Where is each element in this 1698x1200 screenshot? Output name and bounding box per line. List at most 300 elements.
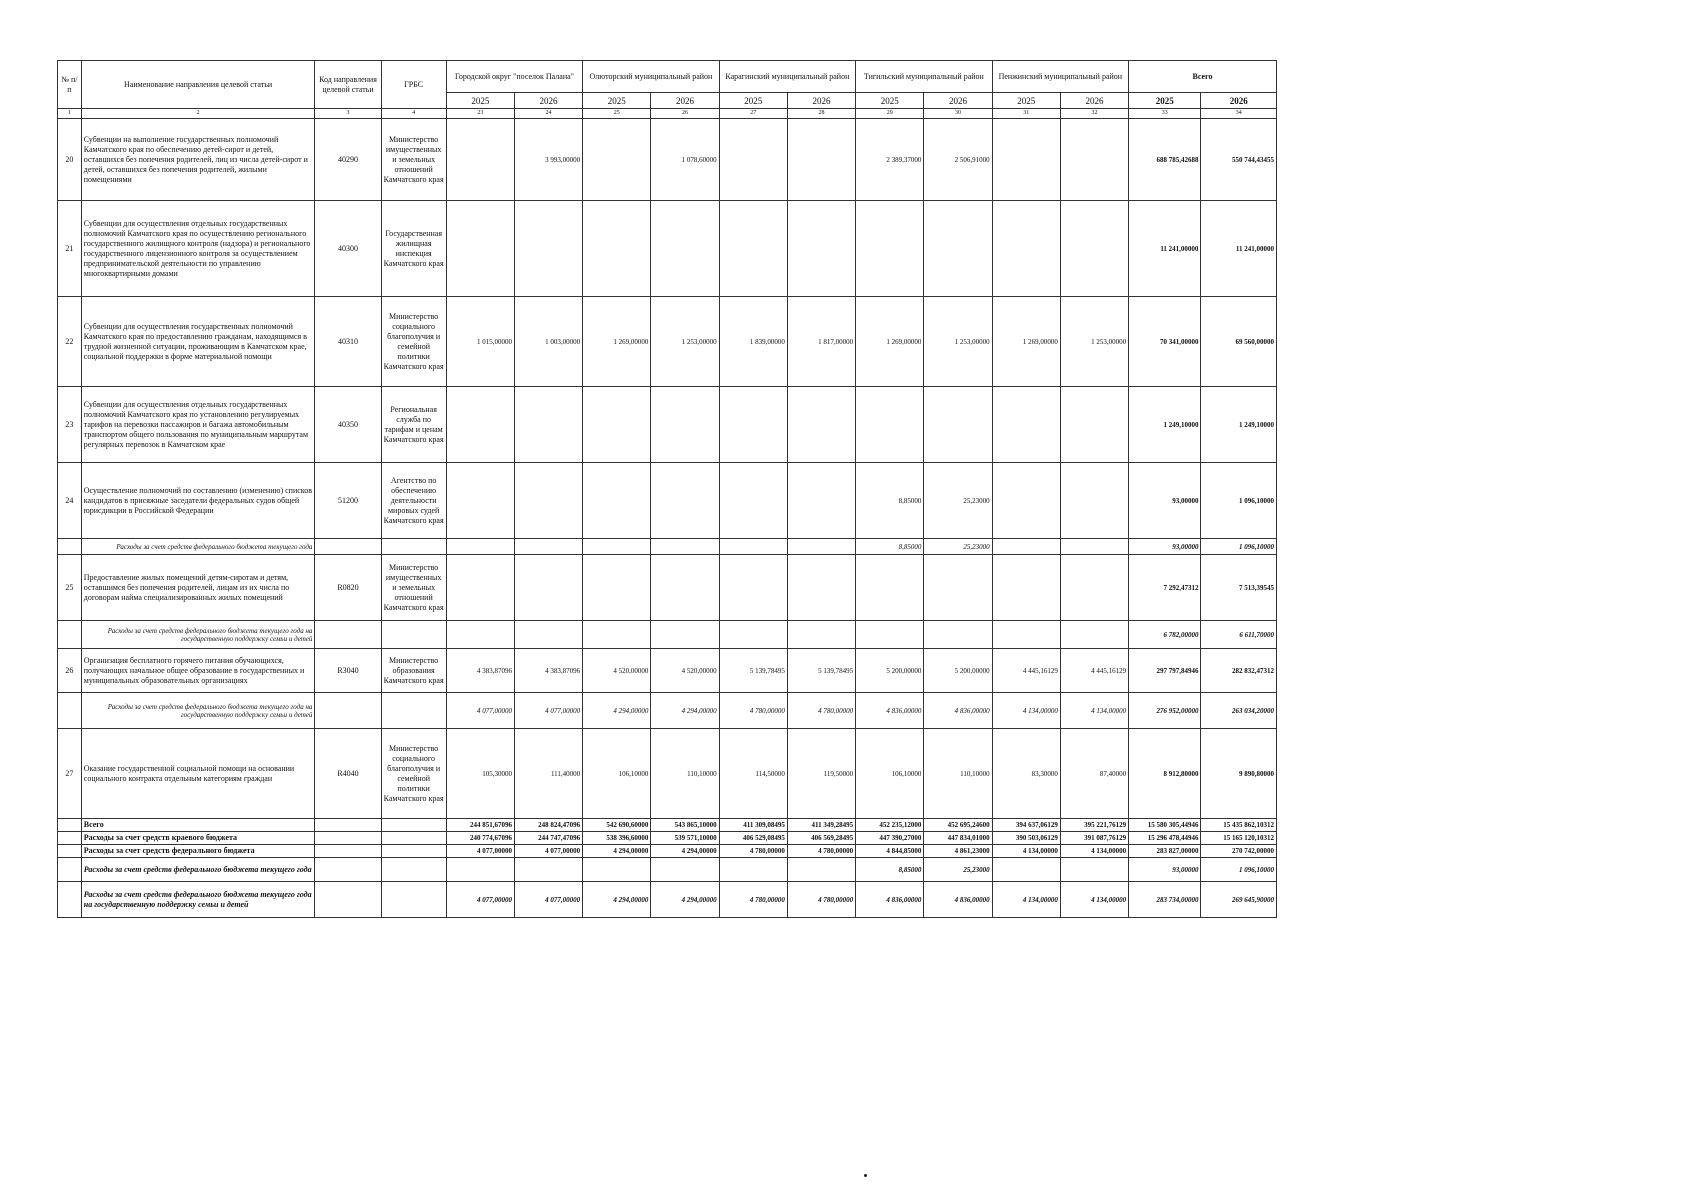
row-value <box>1060 555 1128 621</box>
column-index: 27 <box>719 109 787 119</box>
row-value <box>651 463 719 539</box>
row-grbs: Министерство социального благополучия и семейной политики Камчатского края <box>381 297 446 387</box>
row-num <box>58 539 82 555</box>
row-value <box>924 621 992 649</box>
row-value: 1 817,00000 <box>787 297 855 387</box>
row-value <box>446 119 514 201</box>
row-value <box>719 201 787 297</box>
row-value <box>719 539 787 555</box>
row-grbs <box>381 621 446 649</box>
row-value: 4 077,00000 <box>446 882 514 918</box>
row-value <box>924 201 992 297</box>
row-value <box>856 555 924 621</box>
row-value <box>583 621 651 649</box>
row-code: 40350 <box>315 387 381 463</box>
budget-table-page <box>57 60 1277 918</box>
row-value: 395 221,76129 <box>1060 819 1128 832</box>
row-num: 27 <box>58 729 82 819</box>
row-value: 15 165 120,10312 <box>1201 832 1277 845</box>
row-num <box>58 621 82 649</box>
row-grbs: Министерство имущественных и земельных отношений Камчатского края <box>381 119 446 201</box>
row-value <box>787 201 855 297</box>
row-value: 391 087,76129 <box>1060 832 1128 845</box>
row-value: 282 832,47312 <box>1201 649 1277 693</box>
row-value: 5 139,78495 <box>719 649 787 693</box>
row-code <box>315 539 381 555</box>
row-value: 4 294,00000 <box>583 882 651 918</box>
row-num: 20 <box>58 119 82 201</box>
row-code <box>315 832 381 845</box>
row-value: 1 003,00000 <box>514 297 582 387</box>
row-code: 40310 <box>315 297 381 387</box>
row-num: 22 <box>58 297 82 387</box>
row-value: 297 797,84946 <box>1129 649 1201 693</box>
row-value: 542 690,60000 <box>583 819 651 832</box>
row-value: 25,23000 <box>924 539 992 555</box>
column-index: 30 <box>924 109 992 119</box>
table-row <box>58 621 1277 649</box>
row-value: 270 742,00000 <box>1201 845 1277 858</box>
row-value: 119,50000 <box>787 729 855 819</box>
row-value: 4 780,00000 <box>787 693 855 729</box>
row-value <box>651 621 719 649</box>
row-num: 23 <box>58 387 82 463</box>
row-grbs: Агентство по обеспечению деятельности мировых судей Камчатского края <box>381 463 446 539</box>
row-value <box>787 463 855 539</box>
row-name: Предоставление жилых помещений детям-сиротам и детям, оставшимся без попечения родителей, лицам из их числа по договорам найма специализированных жилых помещений <box>81 555 315 621</box>
row-value: 411 309,08495 <box>719 819 787 832</box>
row-grbs: Министерство имущественных и земельных отношений Камчатского края <box>381 555 446 621</box>
row-value <box>651 555 719 621</box>
row-value: 1 015,00000 <box>446 297 514 387</box>
row-value: 4 445,16129 <box>992 649 1060 693</box>
row-value: 447 390,27000 <box>856 832 924 845</box>
row-value <box>514 539 582 555</box>
row-value: 4 134,00000 <box>992 693 1060 729</box>
table-row <box>58 819 1277 832</box>
row-value: 452 235,12000 <box>856 819 924 832</box>
row-value: 4 077,00000 <box>514 693 582 729</box>
column-index: 24 <box>514 109 582 119</box>
row-value: 1 253,00000 <box>1060 297 1128 387</box>
row-value: 4 383,87096 <box>514 649 582 693</box>
row-value: 106,10000 <box>856 729 924 819</box>
row-value <box>992 463 1060 539</box>
row-value: 25,23000 <box>924 858 992 882</box>
header-year: 2025 <box>719 93 787 109</box>
row-value: 106,10000 <box>583 729 651 819</box>
column-index: 31 <box>992 109 1060 119</box>
row-value <box>446 858 514 882</box>
column-index: 3 <box>315 109 381 119</box>
table-row <box>58 729 1277 819</box>
budget-table <box>57 60 1277 918</box>
row-value: 4 294,00000 <box>583 845 651 858</box>
row-value: 6 611,70000 <box>1201 621 1277 649</box>
header-region: Городской округ "поселок Палана" <box>446 61 582 93</box>
row-value: 87,40000 <box>1060 729 1128 819</box>
row-value: 263 034,20000 <box>1201 693 1277 729</box>
row-value: 93,00000 <box>1129 463 1201 539</box>
row-value <box>787 555 855 621</box>
row-code: R0820 <box>315 555 381 621</box>
row-value: 4 780,00000 <box>719 845 787 858</box>
row-value <box>583 387 651 463</box>
row-value: 1 249,10000 <box>1201 387 1277 463</box>
row-value <box>719 858 787 882</box>
row-value: 4 294,00000 <box>583 693 651 729</box>
row-value <box>719 119 787 201</box>
row-value <box>787 119 855 201</box>
row-value: 283 827,00000 <box>1129 845 1201 858</box>
column-index: 4 <box>381 109 446 119</box>
table-row <box>58 649 1277 693</box>
header-region: Пенжинский муниципальный район <box>992 61 1128 93</box>
row-grbs: Министерство образования Камчатского края <box>381 649 446 693</box>
row-value: 4 844,85000 <box>856 845 924 858</box>
row-code: 51200 <box>315 463 381 539</box>
header-year: 2026 <box>514 93 582 109</box>
row-grbs <box>381 832 446 845</box>
row-grbs: Региональная служба по тарифам и ценам Камчатского края <box>381 387 446 463</box>
row-value <box>651 387 719 463</box>
row-value: 4 077,00000 <box>446 845 514 858</box>
row-value: 7 292,47312 <box>1129 555 1201 621</box>
row-code <box>315 845 381 858</box>
row-name: Расходы за счет средств федерального бюджета текущего года на государственную поддержку семьи и детей <box>81 621 315 649</box>
row-code <box>315 819 381 832</box>
row-value: 1 253,00000 <box>651 297 719 387</box>
row-value: 406 569,28495 <box>787 832 855 845</box>
row-value <box>719 463 787 539</box>
row-value: 406 529,08495 <box>719 832 787 845</box>
row-value: 15 580 305,44946 <box>1129 819 1201 832</box>
row-value <box>514 621 582 649</box>
row-value: 2 389,37000 <box>856 119 924 201</box>
row-value: 4 077,00000 <box>514 845 582 858</box>
row-value <box>992 119 1060 201</box>
row-value: 8,85000 <box>856 858 924 882</box>
row-code <box>315 621 381 649</box>
row-value: 394 637,06129 <box>992 819 1060 832</box>
header-year: 2025 <box>856 93 924 109</box>
table-row <box>58 201 1277 297</box>
row-value: 283 734,00000 <box>1129 882 1201 918</box>
row-value <box>787 858 855 882</box>
row-value <box>992 539 1060 555</box>
row-value: 105,30000 <box>446 729 514 819</box>
row-num <box>58 858 82 882</box>
header-year: 2026 <box>787 93 855 109</box>
row-value: 276 952,00000 <box>1129 693 1201 729</box>
row-value: 5 139,78495 <box>787 649 855 693</box>
row-name: Субвенции на выполнение государственных полномочий Камчатского края по обеспечению детей-сирот и детей, оставшихся без попечения родителей, лиц из числа детей-сирот и детей, оставшихся без попечения родителей, жилыми помещениями <box>81 119 315 201</box>
row-value <box>446 463 514 539</box>
row-value: 110,10000 <box>651 729 719 819</box>
row-value: 6 782,00000 <box>1129 621 1201 649</box>
row-value: 110,10000 <box>924 729 992 819</box>
row-value <box>1060 858 1128 882</box>
table-row <box>58 539 1277 555</box>
row-name: Осуществление полномочий по составлению (изменению) списков кандидатов в присяжные заседатели федеральных судов общей юрисдикции в Российской Федерации <box>81 463 315 539</box>
row-grbs <box>381 819 446 832</box>
row-grbs <box>381 693 446 729</box>
row-value <box>992 858 1060 882</box>
row-name: Субвенции для осуществления государственных полномочий Камчатского края по предоставлению гражданам, находящимся в трудной жизненной ситуации, проживающим в Камчатском крае, социальной поддержки в форме материальной помощи <box>81 297 315 387</box>
row-value <box>1060 463 1128 539</box>
row-value: 1 269,00000 <box>992 297 1060 387</box>
row-value <box>1060 621 1128 649</box>
row-num <box>58 845 82 858</box>
row-value <box>992 555 1060 621</box>
row-num <box>58 882 82 918</box>
row-value: 4 780,00000 <box>787 845 855 858</box>
row-value <box>719 555 787 621</box>
header-year: 2025 <box>1129 93 1201 109</box>
row-value <box>583 463 651 539</box>
table-row <box>58 555 1277 621</box>
row-value: 4 520,00000 <box>651 649 719 693</box>
row-name: Расходы за счет средств федерального бюджета текущего года <box>81 858 315 882</box>
row-num: 24 <box>58 463 82 539</box>
row-name: Всего <box>81 819 315 832</box>
row-value <box>651 201 719 297</box>
row-value <box>1060 119 1128 201</box>
header-year: 2026 <box>1060 93 1128 109</box>
row-grbs <box>381 539 446 555</box>
row-value: 248 824,47096 <box>514 819 582 832</box>
row-value: 70 341,00000 <box>1129 297 1201 387</box>
row-value <box>856 621 924 649</box>
row-value <box>514 858 582 882</box>
column-index: 2 <box>81 109 315 119</box>
column-index: 29 <box>856 109 924 119</box>
row-name: Расходы за счет средств федерального бюджета текущего года <box>81 539 315 555</box>
row-value <box>924 555 992 621</box>
row-value <box>992 621 1060 649</box>
row-value <box>1060 387 1128 463</box>
row-value: 114,50000 <box>719 729 787 819</box>
row-value: 4 780,00000 <box>787 882 855 918</box>
header-region: Олюторский муниципальный район <box>583 61 719 93</box>
row-value: 550 744,43455 <box>1201 119 1277 201</box>
row-value: 1 096,10000 <box>1201 858 1277 882</box>
row-value: 4 445,16129 <box>1060 649 1128 693</box>
row-value: 4 780,00000 <box>719 882 787 918</box>
column-index: 25 <box>583 109 651 119</box>
row-value: 1 249,10000 <box>1129 387 1201 463</box>
row-code: R3040 <box>315 649 381 693</box>
header-year: 2026 <box>924 93 992 109</box>
row-value <box>1060 539 1128 555</box>
table-row <box>58 693 1277 729</box>
header-year: 2026 <box>1201 93 1277 109</box>
row-grbs: Государственная жилищная инспекция Камчатского края <box>381 201 446 297</box>
row-code <box>315 882 381 918</box>
row-value: 4 077,00000 <box>446 693 514 729</box>
row-value: 4 134,00000 <box>1060 882 1128 918</box>
row-value: 4 134,00000 <box>1060 693 1128 729</box>
row-value: 390 503,06129 <box>992 832 1060 845</box>
row-value <box>924 387 992 463</box>
row-value: 1 096,10000 <box>1201 539 1277 555</box>
row-name: Расходы за счет средств федерального бюджета текущего года на государственную поддержку семьи и детей <box>81 693 315 729</box>
row-value: 543 865,10000 <box>651 819 719 832</box>
row-code: 40300 <box>315 201 381 297</box>
row-value: 8 912,80000 <box>1129 729 1201 819</box>
row-value: 15 435 862,10312 <box>1201 819 1277 832</box>
row-value: 4 134,00000 <box>992 845 1060 858</box>
row-value: 411 349,28495 <box>787 819 855 832</box>
header-region: Карагинский муниципальный район <box>719 61 855 93</box>
row-value: 4 383,87096 <box>446 649 514 693</box>
row-name: Расходы за счет средств федерального бюджета <box>81 845 315 858</box>
row-value: 538 396,60000 <box>583 832 651 845</box>
column-index: 23 <box>446 109 514 119</box>
row-value: 452 695,24600 <box>924 819 992 832</box>
row-num: 21 <box>58 201 82 297</box>
table-row <box>58 832 1277 845</box>
row-value <box>583 119 651 201</box>
row-value: 4 520,00000 <box>583 649 651 693</box>
row-value: 11 241,00000 <box>1201 201 1277 297</box>
row-code: 40290 <box>315 119 381 201</box>
row-value: 447 834,01000 <box>924 832 992 845</box>
row-value: 1 096,10000 <box>1201 463 1277 539</box>
row-num <box>58 693 82 729</box>
row-value <box>583 555 651 621</box>
row-name: Субвенции для осуществления отдельных государственных полномочий Камчатского края по установлению регулируемых тарифов на перевозки пассажиров и багажа автомобильным транспортом общего пользования по муниципальным маршрутам регулярных перевозок в Камчатском крае <box>81 387 315 463</box>
table-row <box>58 387 1277 463</box>
row-value <box>446 555 514 621</box>
header-year: 2025 <box>992 93 1060 109</box>
header-year: 2026 <box>651 93 719 109</box>
row-name: Расходы за счет средств краевого бюджета <box>81 832 315 845</box>
row-value: 4 134,00000 <box>1060 845 1128 858</box>
row-grbs <box>381 845 446 858</box>
column-index: 34 <box>1201 109 1277 119</box>
row-value: 11 241,00000 <box>1129 201 1201 297</box>
row-value: 9 890,80000 <box>1201 729 1277 819</box>
column-index: 33 <box>1129 109 1201 119</box>
column-index: 28 <box>787 109 855 119</box>
row-code <box>315 858 381 882</box>
row-value: 244 747,47096 <box>514 832 582 845</box>
row-value: 4 077,00000 <box>514 882 582 918</box>
row-value: 83,30000 <box>992 729 1060 819</box>
row-value: 4 836,00000 <box>856 882 924 918</box>
table-row <box>58 297 1277 387</box>
row-value: 4 836,00000 <box>856 693 924 729</box>
row-value: 8,85000 <box>856 539 924 555</box>
row-value: 93,00000 <box>1129 539 1201 555</box>
header-year: 2025 <box>583 93 651 109</box>
header-code: Код направления целевой статьи <box>315 61 381 109</box>
row-value: 4 294,00000 <box>651 845 719 858</box>
row-value <box>992 387 1060 463</box>
row-value <box>856 387 924 463</box>
row-value <box>446 539 514 555</box>
row-value <box>787 387 855 463</box>
row-value: 240 774,67096 <box>446 832 514 845</box>
column-index: 32 <box>1060 109 1128 119</box>
row-num <box>58 832 82 845</box>
row-value: 2 506,91000 <box>924 119 992 201</box>
table-row <box>58 858 1277 882</box>
row-value <box>583 201 651 297</box>
row-value: 1 839,00000 <box>719 297 787 387</box>
row-value <box>583 539 651 555</box>
row-value: 1 269,00000 <box>583 297 651 387</box>
row-num: 26 <box>58 649 82 693</box>
header-region: Тигильский муниципальный район <box>856 61 992 93</box>
row-value: 3 993,00000 <box>514 119 582 201</box>
row-name: Субвенции для осуществления отдельных государственных полномочий Камчатского края по осуществлению регионального государственного жилищного контроля (надзора) и регионального государственного лицензионного контроля за осуществлением предпринимательской деятельности по управлению многоквартирными домами <box>81 201 315 297</box>
header-total: Всего <box>1129 61 1277 93</box>
row-value <box>1060 201 1128 297</box>
row-value <box>651 858 719 882</box>
row-value: 5 200,00000 <box>856 649 924 693</box>
row-value: 269 645,90000 <box>1201 882 1277 918</box>
row-value: 4 861,23000 <box>924 845 992 858</box>
header-name: Наименование направления целевой статьи <box>81 61 315 109</box>
row-value: 4 836,00000 <box>924 693 992 729</box>
table-row <box>58 119 1277 201</box>
row-value: 15 296 478,44946 <box>1129 832 1201 845</box>
row-value: 244 851,67096 <box>446 819 514 832</box>
row-grbs <box>381 882 446 918</box>
header-num: № п/п <box>58 61 82 109</box>
table-row <box>58 882 1277 918</box>
row-code <box>315 693 381 729</box>
row-value <box>787 539 855 555</box>
row-value <box>514 387 582 463</box>
row-code: R4040 <box>315 729 381 819</box>
row-value: 4 780,00000 <box>719 693 787 729</box>
row-value: 4 294,00000 <box>651 693 719 729</box>
row-value <box>446 621 514 649</box>
header-grbs: ГРБС <box>381 61 446 109</box>
row-value: 5 200,00000 <box>924 649 992 693</box>
row-value <box>787 621 855 649</box>
row-name: Оказание государственной социальной помощи на основании социального контракта отдельным категориям граждан <box>81 729 315 819</box>
row-value <box>514 201 582 297</box>
row-value: 7 513,39545 <box>1201 555 1277 621</box>
header-year: 2025 <box>446 93 514 109</box>
row-value: 4 294,00000 <box>651 882 719 918</box>
row-name: Организация бесплатного горячего питания обучающихся, получающих начальное общее образование в государственных и муниципальных образовательных организациях <box>81 649 315 693</box>
row-value: 4 836,00000 <box>924 882 992 918</box>
row-value <box>651 539 719 555</box>
page-mark <box>864 1174 867 1177</box>
row-grbs: Министерство социального благополучия и семейной политики Камчатского края <box>381 729 446 819</box>
column-index: 1 <box>58 109 82 119</box>
row-value <box>446 201 514 297</box>
table-row <box>58 463 1277 539</box>
row-value: 539 571,10000 <box>651 832 719 845</box>
row-value <box>992 201 1060 297</box>
row-value <box>856 201 924 297</box>
row-value: 25,23000 <box>924 463 992 539</box>
row-value: 111,40000 <box>514 729 582 819</box>
row-value: 1 253,00000 <box>924 297 992 387</box>
row-value <box>514 555 582 621</box>
row-num <box>58 819 82 832</box>
row-value <box>583 858 651 882</box>
row-value: 4 134,00000 <box>992 882 1060 918</box>
row-name: Расходы за счет средств федерального бюджета текущего года на государственную поддержку семьи и детей <box>81 882 315 918</box>
column-index: 26 <box>651 109 719 119</box>
